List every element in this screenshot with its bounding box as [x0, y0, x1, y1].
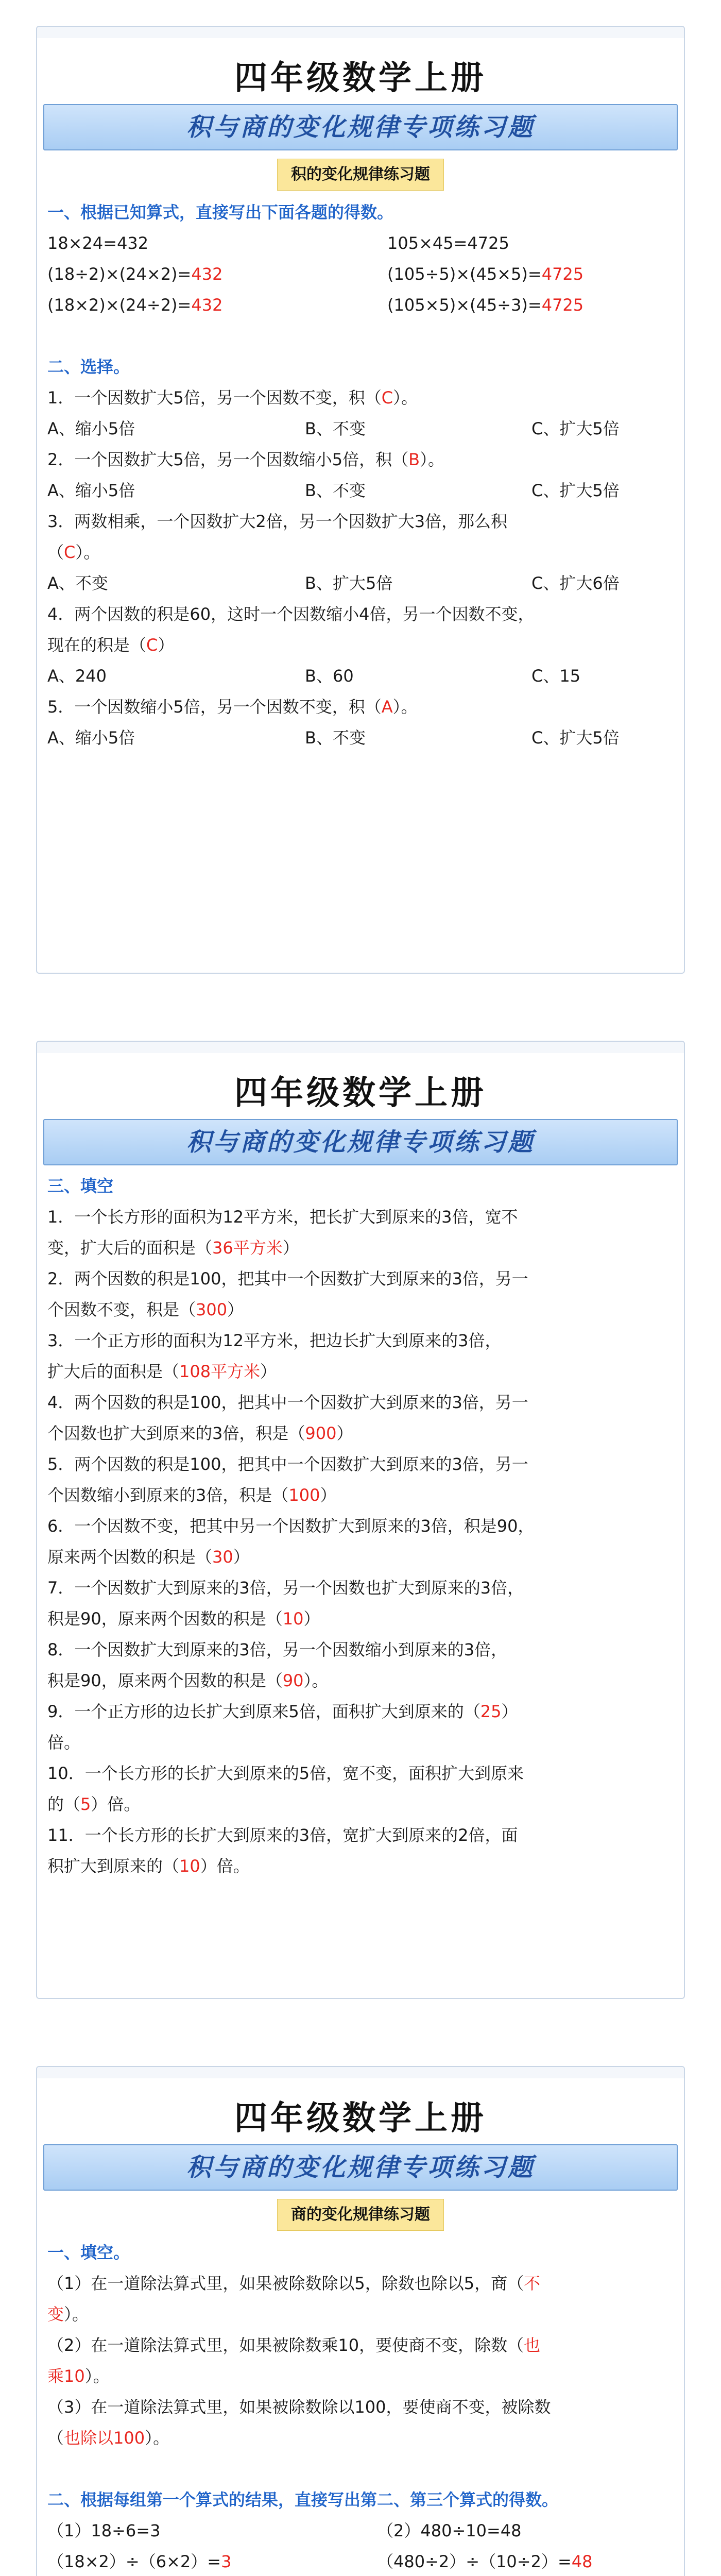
question: 4．两个因数的积是60，这时一个因数缩小4倍，另一个因数不变，	[47, 604, 535, 624]
calc-row	[47, 2515, 674, 2546]
page-subtitle-banner: 积与商的变化规律专项练习题	[43, 1119, 678, 1165]
options-row	[47, 568, 674, 599]
question	[47, 1232, 674, 1263]
question-text: （	[47, 543, 64, 562]
page-title: 四年级数学上册	[234, 59, 487, 97]
calc-item: (105×5)×(45÷3)=	[387, 295, 542, 315]
question-text: ）。	[64, 2304, 89, 2324]
worksheet-page-2	[36, 1041, 685, 1999]
calc-item: 18×24=432	[47, 233, 149, 253]
question-text: 个因数缩小到原来的3倍，积是（	[47, 1485, 289, 1505]
calc-item: （480÷2）÷（10÷2）=	[377, 2552, 572, 2571]
question-text: ）	[303, 1609, 320, 1629]
question-text: ）倍。	[91, 1794, 141, 1814]
section-tag: 商的变化规律练习题	[277, 2199, 444, 2231]
question: 3．一个正方形的面积为12平方米，把边长扩大到原来的3倍，	[47, 1331, 502, 1350]
answer: 不	[524, 2274, 541, 2293]
answer: 4725	[541, 264, 584, 284]
answer: 4725	[541, 295, 584, 315]
answer: 48	[571, 2552, 593, 2571]
question: 倍。	[47, 1733, 81, 1752]
answer: 432	[191, 264, 223, 284]
calc-item: (18×2)×(24÷2)=	[47, 295, 192, 315]
question-text: ）	[158, 635, 175, 655]
question: 5．两个因数的积是100，把其中一个因数扩大到原来的3倍，另一	[47, 1454, 528, 1474]
question: 2．两个因数的积是100，把其中一个因数扩大到原来的3倍，另一	[47, 1269, 528, 1289]
question	[47, 2361, 674, 2392]
answer: A	[381, 697, 393, 717]
question	[47, 444, 674, 475]
answer: 30	[212, 1547, 233, 1567]
question	[47, 1665, 674, 1696]
section-heading: 三、填空	[47, 1176, 114, 1196]
calc-item: （1）18÷6=3	[47, 2521, 161, 2540]
page-subtitle-banner: 积与商的变化规律专项练习题	[43, 2144, 678, 2191]
question-text: ）。	[392, 697, 418, 717]
answer: 也	[524, 2335, 541, 2355]
option: A、不变	[47, 573, 108, 593]
question-text: ）倍。	[200, 1856, 250, 1876]
page-title: 四年级数学上册	[234, 2099, 487, 2138]
answer: C	[146, 635, 158, 655]
option: B、60	[305, 666, 354, 686]
question	[47, 1696, 674, 1727]
question	[47, 1480, 674, 1511]
option: B、扩大5倍	[305, 573, 393, 593]
calc-item: 105×45=4725	[387, 233, 509, 253]
page-content	[47, 1171, 674, 1882]
question: 7．一个因数扩大到原来的3倍，另一个因数也扩大到原来的3倍，	[47, 1578, 524, 1598]
calc-item: (18÷2)×(24×2)=	[47, 264, 192, 284]
worksheet-page-3	[36, 2066, 685, 2576]
question	[47, 2299, 674, 2330]
answer: 变	[47, 2304, 64, 2324]
answer: 3	[221, 2552, 232, 2571]
question-text: 变，扩大后的面积是（	[47, 1238, 213, 1258]
question-text: 扩大后的面积是（	[47, 1362, 180, 1381]
question	[47, 1541, 674, 1572]
question-text: ）	[233, 1547, 250, 1567]
option: C、扩大5倍	[531, 728, 620, 748]
calc-item: （2）480÷10=48	[377, 2521, 522, 2540]
question	[47, 1603, 674, 1634]
question-text: 个因数不变，积是（	[47, 1300, 196, 1319]
question-text: 现在的积是（	[47, 635, 147, 655]
question: 10．一个长方形的长扩大到原来的5倍，宽不变，面积扩大到原来	[47, 1764, 524, 1783]
question: 4．两个因数的积是100，把其中一个因数扩大到原来的3倍，另一	[47, 1393, 528, 1412]
question-text: ）。	[145, 2428, 170, 2448]
question-text: ）。	[84, 2366, 110, 2386]
question	[47, 2330, 674, 2361]
answer: C	[381, 388, 393, 408]
question	[47, 1789, 674, 1820]
section-heading: 二、选择。	[47, 357, 130, 377]
question: 1．一个长方形的面积为12平方米，把长扩大到原来的3倍，宽不	[47, 1207, 518, 1227]
option: B、不变	[305, 419, 366, 438]
question	[47, 1294, 674, 1325]
question	[47, 2268, 674, 2299]
option: C、15	[531, 666, 581, 686]
calc-item: （18×2）÷（6×2）=	[47, 2552, 221, 2571]
answer: 90	[282, 1671, 304, 1690]
question: （3）在一道除法算式里，如果被除数除以100，要使商不变，被除数	[47, 2397, 551, 2417]
worksheet-page-1	[36, 26, 685, 974]
option: B、不变	[305, 481, 366, 500]
question	[47, 1418, 674, 1449]
question-text: 原来两个因数的积是（	[47, 1547, 213, 1567]
question-text: 积是90，原来两个因数的积是（	[47, 1671, 283, 1690]
question-text: 的（	[47, 1794, 81, 1814]
calc-row	[47, 290, 674, 320]
option: C、扩大5倍	[531, 419, 620, 438]
question	[47, 2422, 674, 2453]
answer: 300	[196, 1300, 228, 1319]
page-title: 四年级数学上册	[234, 1074, 487, 1112]
question-text: ）	[501, 1702, 518, 1721]
answer: 10	[282, 1609, 304, 1629]
question-text: ）。	[393, 388, 418, 408]
question-text: 积扩大到原来的（	[47, 1856, 180, 1876]
question-text: ）	[336, 1423, 353, 1443]
answer: 乘10	[47, 2366, 85, 2386]
question-text: 积是90，原来两个因数的积是（	[47, 1609, 283, 1629]
question: 3．两数相乘，一个因数扩大2倍，另一个因数扩大3倍，那么积	[47, 512, 508, 531]
answer: 10	[179, 1856, 200, 1876]
question	[47, 537, 674, 568]
section-heading: 二、根据每组第一个算式的结果，直接写出第二、第三个算式的得数。	[47, 2490, 559, 2510]
question-text: ）。	[420, 450, 445, 469]
question-text: （1）在一道除法算式里，如果被除数除以5，除数也除以5，商（	[47, 2274, 524, 2293]
option: C、扩大6倍	[531, 573, 620, 593]
question	[47, 691, 674, 722]
question-text: ）。	[75, 543, 100, 562]
question-text: ）	[320, 1485, 337, 1505]
question	[47, 1851, 674, 1882]
page-content	[47, 197, 674, 753]
option: A、缩小5倍	[47, 481, 135, 500]
question-text: ）	[260, 1362, 277, 1381]
answer: 5	[80, 1794, 91, 1814]
answer: 900	[305, 1423, 337, 1443]
option: A、240	[47, 666, 107, 686]
calc-row	[47, 2546, 674, 2576]
question-text: 9．一个正方形的边长扩大到原来5倍，面积扩大到原来的（	[47, 1702, 480, 1721]
page-content	[47, 2237, 674, 2576]
question-text: 1．一个因数扩大5倍，另一个因数不变，积（	[47, 388, 382, 408]
question-text: ）	[282, 1238, 299, 1258]
calc-item: (105÷5)×(45×5)=	[387, 264, 542, 284]
answer: 也除以100	[64, 2428, 145, 2448]
question: 11．一个长方形的长扩大到原来的3倍，宽扩大到原来的2倍，面	[47, 1825, 518, 1845]
options-row	[47, 660, 674, 691]
answer: 100	[288, 1485, 320, 1505]
answer: 25	[480, 1702, 502, 1721]
question-text: （	[47, 2428, 64, 2448]
question-text: 5．一个因数缩小5倍，另一个因数不变，积（	[47, 697, 382, 717]
answer: 108平方米	[179, 1362, 261, 1381]
option: C、扩大5倍	[531, 481, 620, 500]
options-row	[47, 475, 674, 506]
answer: B	[408, 450, 420, 469]
calc-row	[47, 228, 674, 259]
answer: C	[64, 543, 76, 562]
question	[47, 630, 674, 660]
page-subtitle-banner: 积与商的变化规律专项练习题	[43, 104, 678, 150]
section-heading: 一、填空。	[47, 2243, 130, 2262]
question-text: 个因数也扩大到原来的3倍，积是（	[47, 1423, 305, 1443]
calc-row	[47, 259, 674, 290]
question-text: （2）在一道除法算式里，如果被除数乘10，要使商不变，除数（	[47, 2335, 524, 2355]
question-text: 2．一个因数扩大5倍，另一个因数缩小5倍，积（	[47, 450, 409, 469]
section-tag: 积的变化规律练习题	[277, 159, 444, 191]
question	[47, 1356, 674, 1387]
question-text: ）。	[303, 1671, 329, 1690]
section-heading: 一、根据已知算式，直接写出下面各题的得数。	[47, 202, 394, 222]
answer: 36平方米	[212, 1238, 283, 1258]
option: B、不变	[305, 728, 366, 748]
question	[47, 382, 674, 413]
answer: 432	[191, 295, 223, 315]
option: A、缩小5倍	[47, 419, 135, 438]
question: 8．一个因数扩大到原来的3倍，另一个因数缩小到原来的3倍，	[47, 1640, 508, 1659]
question-text: ）	[227, 1300, 244, 1319]
options-row	[47, 413, 674, 444]
question: 6．一个因数不变，把其中另一个因数扩大到原来的3倍，积是90，	[47, 1516, 535, 1536]
option: A、缩小5倍	[47, 728, 135, 748]
options-row	[47, 722, 674, 753]
